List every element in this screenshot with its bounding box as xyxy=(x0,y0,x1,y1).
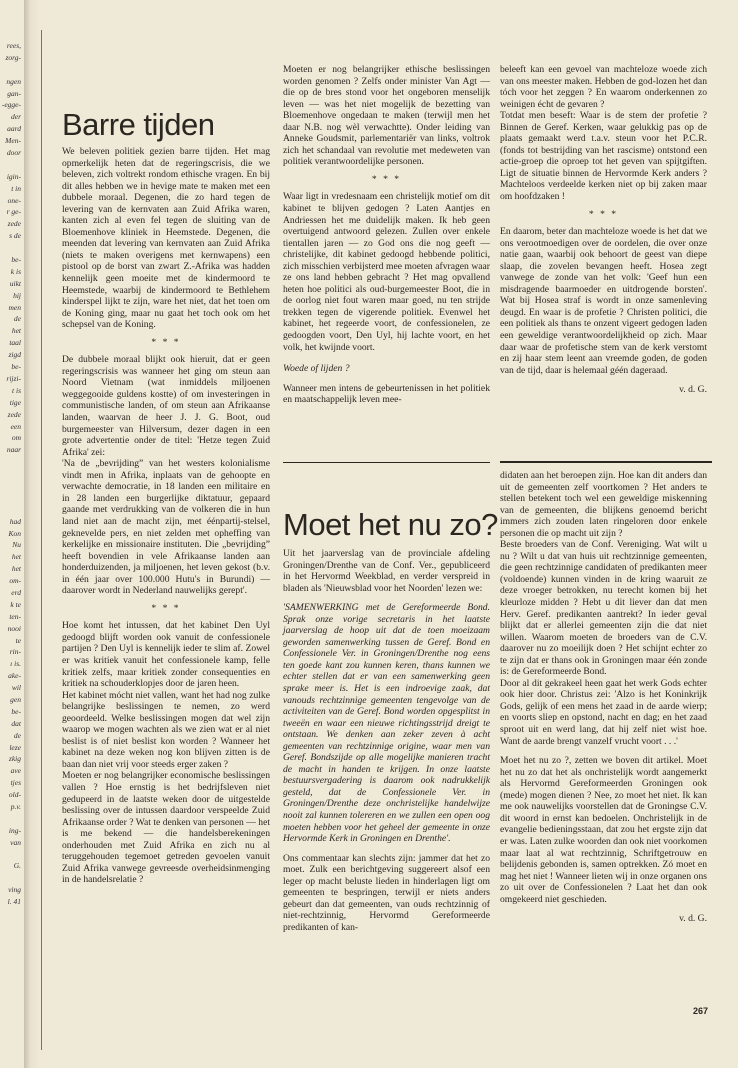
gutter-fragment: ing- xyxy=(8,825,21,835)
gutter-fragment: ı is. xyxy=(10,659,21,669)
gutter-fragment: k is xyxy=(10,266,21,276)
gutter-fragment: gen xyxy=(10,694,21,704)
gutter-fragment: t in xyxy=(11,183,21,193)
gutter-fragment: hij xyxy=(13,290,21,300)
gutter-fragment xyxy=(0,492,22,504)
gutter-fragment: om xyxy=(11,433,21,443)
gutter-fragment xyxy=(0,242,22,254)
article1-quote: 'Na de „bevrijding” van het westers kolonialisme vindt men in Afrika, inplaats van de gehoopte en verwachte democratie, in 18 landen een militaire en in 28 landen een burgerlijke diktatuur, gepaard gaande met verdrukking van de volkeren die in hun land niet aan de macht zijn, met éénpartij-stelsel, geknevelde pers, en niet zelden met opheffing van kerkelijke en missionaire instituten. Die „bevrijding” heeft bovendien in vele Afrikaanse landen aan honderduizenden, ja miljoenen, het leven gekost (b.v. in één jaar over 100.000 Hutu's in Burundi) — daarover wordt in Nederland nauwelijks gerept'. xyxy=(62,458,270,597)
gutter-fragment: had xyxy=(9,516,21,526)
section-separator: * * * xyxy=(151,602,181,614)
gutter-fragment: nooi xyxy=(7,623,21,633)
page-binding-shadow xyxy=(24,0,40,1068)
gutter-fragment: one- xyxy=(7,195,21,205)
subheading-woede-of-lijden: Woede of lijden ? xyxy=(283,363,350,375)
gutter-fragment: tige xyxy=(9,397,21,407)
gutter-fragment: rees, xyxy=(6,41,21,50)
gutter-fragment xyxy=(0,872,22,884)
gutter-fragment: ngen xyxy=(6,76,21,86)
gutter-fragment: van xyxy=(10,837,21,847)
gutter-fragment: old- xyxy=(8,790,21,800)
page-number: 267 xyxy=(692,1006,708,1016)
gutter-fragment xyxy=(0,813,22,825)
gutter-fragment: het xyxy=(11,552,21,562)
gutter-fragment: om- xyxy=(9,576,21,586)
gutter-fragment: zigd xyxy=(8,350,21,360)
gutter-fragment: rijzi- xyxy=(6,373,21,383)
gutter-fragment: igin- xyxy=(6,171,21,181)
article1-col3-paragraph-1: beleeft kan een gevoel van machteloze woede zich van ons meester maken. Hebben de god-lozen het dan tóch voor het zeggen ? En waarom onderkennen zo weinigen écht de gevaren ? xyxy=(500,64,707,110)
gutter-fragment: men xyxy=(8,302,21,312)
column-1 xyxy=(62,146,270,886)
gutter-fragment: ten- xyxy=(9,611,21,621)
article-separator-rule xyxy=(283,462,490,463)
gutter-fragment: aard xyxy=(7,124,21,134)
gutter-fragment: naar xyxy=(6,445,21,455)
gutter-fragment: zorg- xyxy=(5,52,21,62)
section-separator: * * * xyxy=(151,336,181,348)
section-separator: * * * xyxy=(588,208,619,220)
gutter-fragment: be- xyxy=(11,255,21,265)
article1-paragraph-2: De dubbele moraal blijkt ook hieruit, dat er geen regeringscrisis was wanneer het ging om steun aan Noord Vietnam (wat inmiddels miljoenen weggegooide guldens kostte) of om investeringen in communistische landen, of om steun aan Afrikaanse landen, waarvan de heer J. J. G. Boot, oud burgemeester van Hilversum, dezer dagen in een grote advertentie onder de titel: 'Hetze tegen Zuid Afrika' zei: xyxy=(62,354,270,458)
article2-quote: 'SAMENWERKING met de Gereformeerde Bond. Sprak onze vorige secretaris in het laatste jaarverslag de hoop uit dat de toen moeizaam geworden samenwerking tussen de Geref. Bond en Confessionele Ver. in Groningen/Drenthe nog eens ten goede kant zou kunnen keren, thans kunnen we echter stellen dat er van een samenwerking geen sprake meer is. Het is een indroevige zaak, dat vanouds rechtzinnige gemeenten tengevolge van de activiteiten van de Geref. Bond worden opgesplitst in tweeën en waar een nieuwe richtingsstrijd dreigt te ontstaan. We denken aan zeker zeven à acht gemeenten van rechtzinnige origine, waar men van Geref. Bondszijde op alle mogelijke manieren tracht de macht in handen te krijgen. In onze laatste bestuursvergadering is daarom ook nadrukkelijk gesteld, dat de Confessionele Ver. in Groningen/Drenthe deze onchristelijke handelwijze nooit zal kunnen tolereren en we zullen een open oog moeten hebben voor het geheel der gemeente in onze Hervormde Kerk in Groningen en Drenthe'. xyxy=(283,602,490,845)
gutter-fragment: l. 41 xyxy=(7,897,21,907)
gutter-fragment: k te xyxy=(10,599,21,609)
gutter-fragment: Men- xyxy=(5,136,21,146)
column-2-bottom xyxy=(283,548,490,934)
gutter-fragment: wil xyxy=(11,683,21,693)
article-separator-rule-thick xyxy=(500,461,712,463)
section-separator: * * * xyxy=(371,173,402,185)
gutter-fragment: s de xyxy=(9,231,21,241)
gutter-fragment xyxy=(0,159,22,171)
article1-paragraph-3: Hoe komt het intussen, dat het kabinet Den Uyl gedoogd blijft worden ook vanuit de confessionele partijen ? Den Uyl is kennelijk ieder te slim af. Zowel er was kritiek vanuit het confessionele kamp, felle kritiek zelfs, maar kritiek zonder consequenties en kritiek na schouderklopjes door de jaren heen. xyxy=(62,620,270,690)
gutter-fragment xyxy=(0,64,22,76)
gutter-fragment: t is xyxy=(12,385,21,395)
gutter-fragment: G. xyxy=(13,861,21,871)
gutter-fragment: leze xyxy=(9,742,21,752)
gutter-fragment: een xyxy=(10,421,21,431)
article2-paragraph-2: Ons commentaar kan slechts zijn: jammer dat het zo moet. Zulk een berichtgeving suggereert alsof een leger op macht beluste lieden in hinderlagen ligt om gemeenten te bespringen, terwijl er niets anders gebeurt dan dat gemeenten, van ouds rechtzinnig of niet-rechtzinnig, Hervormd Gereformeerde predikanten of kan- xyxy=(283,852,490,933)
article2-col3-paragraph-3: Door al dit gekrakeel heen gaat het werk Gods echter ook hier door. Christus zei: 'Alzo is het Koninkrijk Gods, gelijk of een mens het zaad in de aarde wierp; en voorts sliep en opstond, nacht en dag; en het zaad sproot uit en werd lang, dat hij zelf niet wist hoe. Want de aarde brengt vanzelf vrucht voort . . .' xyxy=(500,677,707,747)
gutter-fragment xyxy=(0,504,22,516)
column-2-top xyxy=(283,64,490,406)
gutter-fragment: uikt xyxy=(9,278,21,288)
gutter-fragment: door xyxy=(6,148,21,158)
gutter-fragment: het xyxy=(11,326,21,336)
gutter-fragment: de xyxy=(13,314,21,324)
gutter-fragment: het xyxy=(11,564,21,574)
article1-intro: We beleven politiek gezien barre tijden. Het mag opmerkelijk heten dat de regeringscrisis, die we beleven, zich voltrekt rondom ethische vragen. En bij dit alles hebben we in hevige mate te maken met een dubbele moraal. Degenen, die zo hard tegen de levering van de kernvaten aan Zuid Afrika waren, kanten zich al even fel tegen de sluiting van de Bloemenhove kliniek in Heemstede. Degenen, die meenden dat levering van kernvaten aan Zuid Afrika (niets te maken overigens met kernwapens) een pistool op de borst van zwart Z.-Afrika was hadden kennelijk geen moeite met de kindermoord te Heemstede, waarbij de kindermoord te Bethlehem kinderspel lijkt te zijn, ware het niet, dat het toen om de Koning ging, maar nu gaat het toch ook om het schepsel van de Koning. xyxy=(62,146,270,331)
article1-col2-paragraph-3: Wanneer men intens de gebeurtenissen in het politiek en maatschappelijk leven mee- xyxy=(283,382,490,406)
gutter-fragment: de xyxy=(13,730,21,740)
gutter-fragment: taal xyxy=(9,338,21,348)
gutter-fragment: ake- xyxy=(8,671,21,681)
gutter-fragment: tjes xyxy=(10,778,21,788)
gutter-fragment: Nu xyxy=(12,540,21,550)
gutter-fragment: te xyxy=(15,635,21,645)
article1-paragraph-5: Moeten er nog belangrijker economische beslissingen vallen ? Hoe ernstig is het bedrijfsleven niet gedupeerd in de laatste weken door de uitgestelde beslissing over de intussen daardoor verspeelde Zuid Afrikaanse order ? Wat te denken van personen — het is me bekend — die handelsberekeningen onderhouden met Zuid Afrika en zich nu al teruggehouden tegemoet getreden gevoelen vanuit Zuid Afrika vanwege gevreesde overheidsinmenging in de handelsrelatie ? xyxy=(62,770,270,886)
gutter-fragment: ave xyxy=(10,766,21,776)
gutter-fragment: Kon xyxy=(8,528,21,538)
article2-col3-paragraph-4: Moet het nu zo ?, zetten we boven dit artikel. Moet het nu zo dat het als onchristelijk wordt aangemerkt als Hervormd Gereformeerden Groningen ook (mede) mogen dienen ? Nee, zo moet het niet. Ik kan me ook nauwelijks voorstellen dat de Groningse C.V. dit woord in ernst kan bedoelen. Onchristelijk in de evangelie bedieningsstaan, dat zou het ergste zijn dat er was. Laten zulke woorden dan ook niet voorkomen maar laat al wat rechtzinnig, Schriftgetrouw en belijdenis gebonden is, samen optrekken. Zó moet en mag het niet ! Wanneer lieten wij in onze organen ons zo uit over de Confessionelen ? Laat het dan ook omgekeerd niet geschieden. xyxy=(500,755,707,905)
gutter-fragment xyxy=(0,456,22,468)
article1-col2-paragraph-1: Moeten er nog belangrijker ethische beslissingen worden genomen ? Zelfs onder minister Van Agt — die op de bres stond voor het ongeboren menselijk leven — was het niet mogelijk de bezetting van Bloemenhove ongedaan te maken (terwijl men het daar N.B. nog wèl verwachtte). Onder leiding van Anneke Goudsmit, parlementariër van links, voltrok zich het schandaal van revolutie met medeweten van politiek verantwoordelijke personen. xyxy=(283,64,490,168)
gutter-fragment: be- xyxy=(11,706,21,716)
article1-signature: v. d. G. xyxy=(679,384,707,396)
column-3-bottom xyxy=(500,470,707,925)
article2-col3-paragraph-2: Beste broeders van de Conf. Vereniging. Wat wilt u nu ? Wilt u dat van huis uit rechtzinnige gemeenten, die geen rechtzinnige candidaten of predikanten meer (voldoende) kunnen vinden in de kring waaruit ze deze vroeger betrokken, nu terecht komen bij het kleurloze midden ? Hebt u dit liever dan dat men Herv. Geref. predikanten aantrekt? In ieder geval blijkt dat er allerlei gemeenten zijn die dat niet willen. Waarom moeten de broeders van de C.V. daarover nu zo moeilijk doen ? Het schijnt echter zo te zijn dat er thans ook in Groningen maar één zonde is: de Gereformeerde Bond. xyxy=(500,539,707,678)
article1-col2-paragraph-2: Waar ligt in vredesnaam een christelijk motief om dit kabinet te blijven gedogen ? Laten Aantjes en Andriessen het me duidelijk maken. Ik heb geen overtuigend antwoord gelezen. Zullen over enkele tientallen jaren — zo God ons die nog geeft — christelijke, dit kabinet gedoogd hebbende politici, zich misschien verbijsterd mee moeten afvragen waar ze ons land hebben gebracht ? Het mag opvallend heten hoe politici als oud-burgemeester Boot, die in de oorlog niet fout waren maar goed, nu ten strijde trekken tegen de vigerende politiek. Evenwel het kabinet, het regeerde voort, de confessionelen, ze gedoogden voort, Den Uyl, hij lachte voort, en het volk, het kwijnde voort. xyxy=(283,191,490,353)
article-title-moet-het-nu-zo: Moet het nu zo? xyxy=(283,507,498,542)
gutter-fragment: zkig xyxy=(8,754,21,764)
article2-intro: Uit het jaarverslag van de provinciale afdeling Groningen/Drenthe van de Conf. Ver., gepubliceerd in het Hervormd Weekblad, en verder verspreid in bladen als 'Nieuwsblad voor het Noorden' lezen we: xyxy=(283,548,490,594)
gutter-fragment: dat xyxy=(11,718,21,728)
gutter-fragment: erd xyxy=(11,587,21,597)
article2-signature: v. d. G. xyxy=(679,913,707,925)
gutter-fragment xyxy=(0,468,22,480)
gutter-fragment: r ge- xyxy=(6,207,21,217)
article1-col3-paragraph-2: Totdat men beseft: Waar is de stem der profetie ? Binnen de Geref. Kerken, waar gelukkig pas op de plaats gemaakt werd t.a.v. steun voor het P.C.R. (fonds tot bestrijding van het rascisme) ontstond een actie-groep die oproep tot het geven van spijtgiften. Ligt de situatie binnen de Hervormde Kerk anders ? Machteloos verdeelde kerken niet op bij zaken maar om hoofdzaken ! xyxy=(500,110,707,203)
gutter-fragment: zede xyxy=(7,409,21,419)
article2-col3-paragraph-1: didaten aan het beroepen zijn. Hoe kan dit anders dan uit de gemeenten zelf voortkomen ? Het anders te stellen betekent toch wel een geweldige miskenning van de gemeenten, die blijkens genoemd bericht immers zich zouden laten ringeloren door enkele personen die op macht uit zijn ? xyxy=(500,470,707,539)
gutter-fragment xyxy=(0,849,22,861)
gutter-fragment: -egge- xyxy=(1,100,21,110)
gutter-fragment xyxy=(0,480,22,492)
article-title-barre-tijden: Barre tijden xyxy=(62,107,215,142)
article1-paragraph-4: Het kabinet mócht niet vallen, want het had nog zulke belangrijke beslissingen te nemen, zo werd geoordeeld. Welke beslissingen mogen dat wel zijn waarop we mogen wachten als we zien wat er al niet beslist is of niet beslist kon worden ? Wanneer het kabinet na deze weken nog kon blijven zitten is de baan dan niet vrij voor steeds erger zaken ? xyxy=(62,689,270,770)
gutter-fragment: rin- xyxy=(9,647,21,657)
article1-col3-paragraph-3: En daarom, beter dan machteloze woede is het dat we ons verootmoedigen over de oordelen, die over onze natie gaan, waarbij ook behoort de geest van diepe slaap, die zovelen bevangen heeft. Hosea zegt vanwege de zonde van het volk: 'Geef hun een misdragende baarmoeder en uitdrogende borsten'. Wat bij Hosea straf is wordt in onze samenleving deugd. En waar is de profetie ? Christen politici, die een politiek als thans te onzent vigeert gedogen laden een geweldige verantwoordelijkheid op zich. Maar daar waar de profetische stem van de kerk verstomt en zij haar stem leent aan vreemde goden, de goden van de tijd, daar is helemaal géén dageraad. xyxy=(500,226,707,376)
column-3-top xyxy=(500,64,707,396)
gutter-fragment: gan- xyxy=(7,88,21,98)
gutter-fragment: zede xyxy=(7,219,21,229)
gutter-fragment: be- xyxy=(11,362,21,372)
column-divider xyxy=(41,30,42,1050)
gutter-fragment: p.v. xyxy=(10,802,21,811)
left-gutter-fragments xyxy=(0,40,22,1020)
gutter-fragment: der xyxy=(11,112,21,122)
gutter-fragment: ving xyxy=(8,885,21,895)
